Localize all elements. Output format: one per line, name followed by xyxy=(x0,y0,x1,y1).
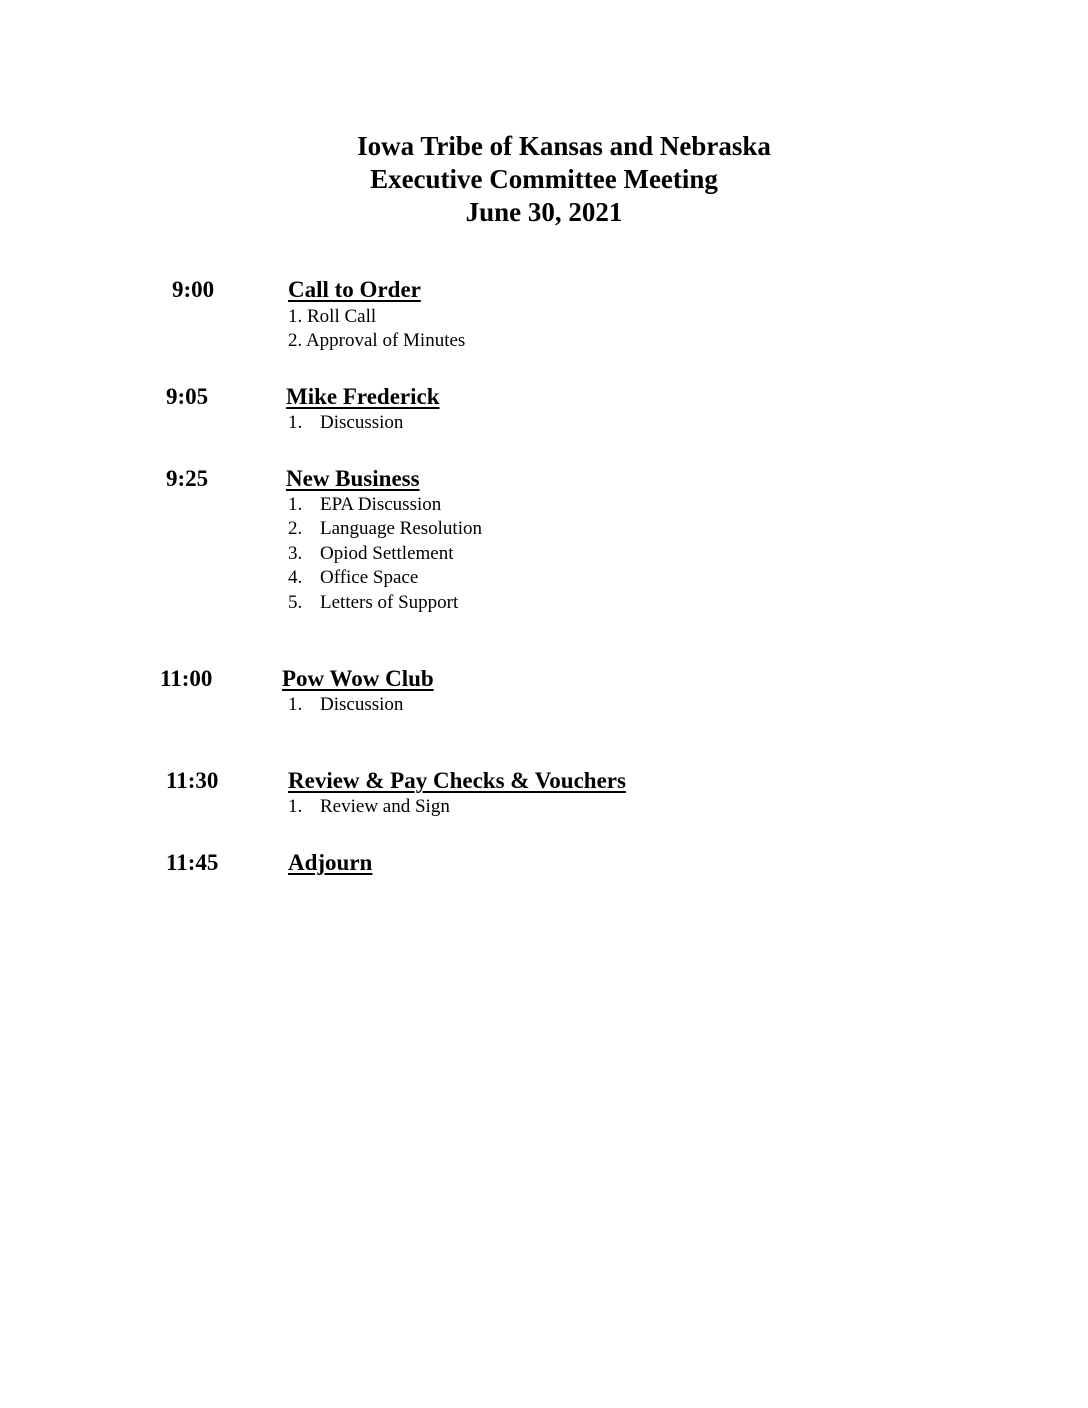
item-text: Review and Sign xyxy=(320,796,450,817)
item-text: EPA Discussion xyxy=(320,494,442,515)
item-text: Roll Call xyxy=(307,306,377,327)
agenda-time: 9:25 xyxy=(166,466,209,491)
item-number: 1. xyxy=(288,412,303,433)
agenda-heading: New Business xyxy=(286,466,420,491)
meeting-name: Executive Committee Meeting xyxy=(370,164,718,194)
agenda-heading: Pow Wow Club xyxy=(282,666,434,691)
agenda-item xyxy=(288,693,403,717)
agenda-time: 11:45 xyxy=(166,850,219,875)
item-number: 1. xyxy=(288,494,303,515)
agenda-heading: Adjourn xyxy=(288,850,373,875)
agenda-heading: Call to Order xyxy=(288,277,421,302)
agenda-item xyxy=(288,542,454,566)
item-number: 3. xyxy=(288,543,303,564)
agenda-heading: Mike Frederick xyxy=(286,384,440,409)
agenda-item xyxy=(288,517,482,541)
agenda-item xyxy=(288,795,450,819)
agenda-item xyxy=(288,566,418,590)
agenda-time: 9:00 xyxy=(172,277,215,302)
item-text: Letters of Support xyxy=(320,592,459,613)
item-number: 5. xyxy=(288,592,303,613)
document-title: Iowa Tribe of Kansas and Nebraska xyxy=(357,131,771,161)
agenda-time: 9:05 xyxy=(166,384,209,409)
item-number: 1. xyxy=(288,306,303,327)
item-number: 2. xyxy=(288,330,303,351)
item-number: 1. xyxy=(288,694,303,715)
meeting-date: June 30, 2021 xyxy=(465,197,623,227)
item-text: Approval of Minutes xyxy=(305,330,466,351)
agenda-item xyxy=(288,305,376,329)
agenda-item xyxy=(288,591,458,615)
item-number: 1. xyxy=(288,796,303,817)
item-text: Office Space xyxy=(320,567,419,588)
item-text: Opiod Settlement xyxy=(320,543,454,564)
agenda-item xyxy=(288,493,441,517)
agenda-item xyxy=(288,329,465,353)
item-text: Discussion xyxy=(320,412,404,433)
agenda-time: 11:30 xyxy=(166,768,219,793)
item-text: Discussion xyxy=(320,694,404,715)
agenda-heading: Review & Pay Checks & Vouchers xyxy=(288,768,626,793)
agenda-time: 11:00 xyxy=(160,666,213,691)
item-number: 4. xyxy=(288,567,303,588)
agenda-item xyxy=(288,411,403,435)
item-number: 2. xyxy=(288,518,303,539)
item-text: Language Resolution xyxy=(320,518,482,539)
